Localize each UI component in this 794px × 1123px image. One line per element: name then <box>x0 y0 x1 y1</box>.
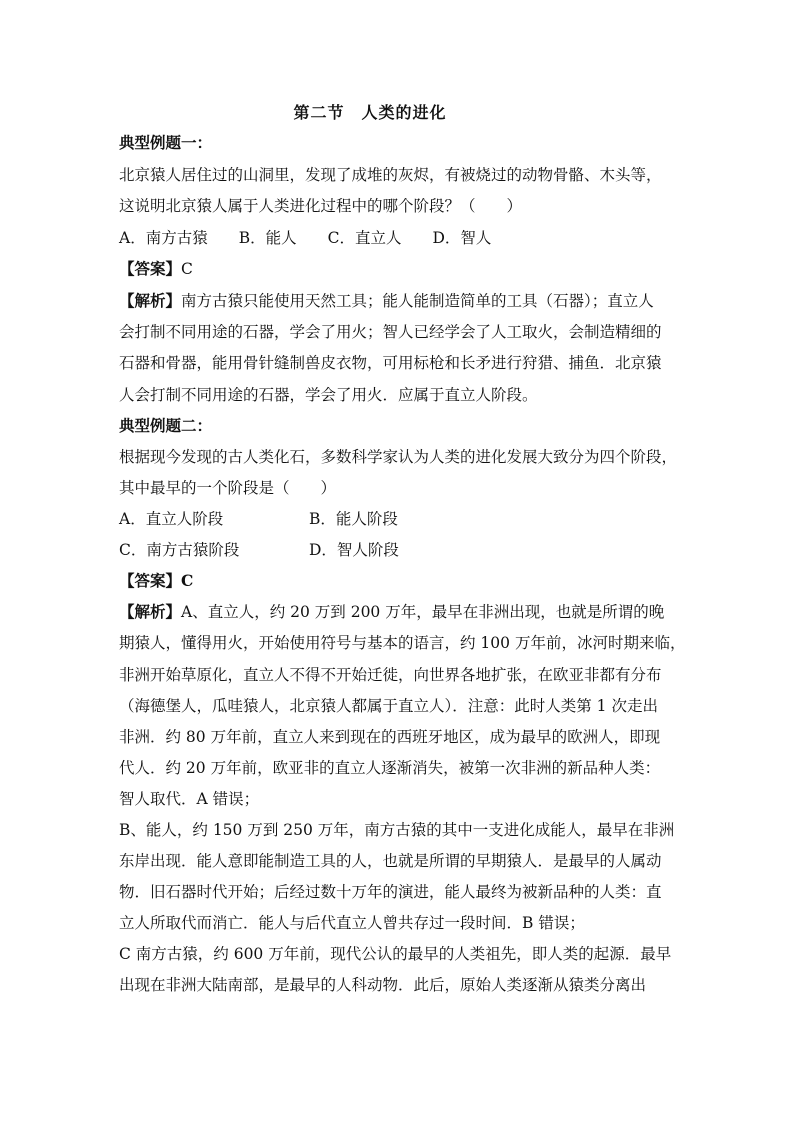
q1-stem-line-1: 北京猿人居住过的山洞里，发现了成堆的灰烬，有被烧过的动物骨骼、木头等， <box>119 166 662 184</box>
q2-analysis-line-11: 立人所取代而消亡．能人与后代直立人曾共存过一段时间．B 错误； <box>119 914 585 932</box>
q1-analysis-label: 【解析】 <box>119 291 182 310</box>
q2-heading: 典型例题二： <box>119 416 213 435</box>
q2-analysis-line-12: C 南方古猿，约 600 万年前，现代公认的最早的人类祖先，即人类的起源．最早 <box>119 945 672 963</box>
q2-analysis-text: A、直立人，约 20 万到 200 万年，最早在非洲出现，也就是所谓的晚 <box>181 603 665 621</box>
q1-answer <box>119 259 679 279</box>
q2-option-c: C．南方古猿阶段 <box>119 541 240 559</box>
q2-analysis-line-3: 非洲开始草原化，直立人不得不开始迁徙，向世界各地扩张，在欧亚非都有分布 <box>119 666 662 684</box>
q2-answer-label: 【答案】 <box>119 571 182 590</box>
q2-option-a: A．直立人阶段 <box>119 510 224 528</box>
q1-analysis-line-3: 石器和骨器，能用骨针缝制兽皮衣物，可用标枪和长矛进行狩猎、捕鱼．北京猿 <box>119 354 662 372</box>
q2-analysis-line-5: 非洲．约 80 万年前，直立人来到现在的西班牙地区，成为最早的欧洲人，即现 <box>119 728 661 746</box>
q1-answer-label: 【答案】 <box>119 259 182 278</box>
q2-analysis-line-7: 智人取代．A 错误； <box>119 790 260 808</box>
q2-option-b: B．能人阶段 <box>309 510 398 528</box>
q2-analysis-label: 【解析】 <box>119 602 182 621</box>
q2-options-row-2 <box>119 540 679 560</box>
q2-analysis-line-4: （海德堡人，瓜哇猿人，北京猿人都属于直立人）．注意：此时人类第 1 次走出 <box>119 697 658 715</box>
q2-stem-line-2: 其中最早的一个阶段是（ ） <box>119 479 337 497</box>
q2-options-row-1 <box>119 509 679 529</box>
q1-analysis-line-2: 会打制不同用途的石器，学会了用火；智人已经学会了人工取火，会制造精细的 <box>119 323 662 341</box>
q2-analysis-line-13: 出现在非洲大陆南部，是最早的人科动物．此后，原始人类逐渐从猿类分离出 <box>119 976 647 994</box>
q2-analysis-line-2: 期猿人，懂得用火，开始使用符号与基本的语言，约 100 万年前，冰河时期来临， <box>119 634 686 652</box>
q2-answer-value: C <box>181 571 194 590</box>
q1-analysis-text: 南方古猿只能使用天然工具；能人能制造简单的工具（石器）；直立人 <box>181 292 654 310</box>
q1-answer-value: C <box>181 260 193 278</box>
q2-analysis-line-10: 物．旧石器时代开始；后经过数十万年的演进，能人最终为被新品种的人类：直 <box>119 883 662 901</box>
q1-heading: 典型例题一： <box>119 133 213 152</box>
q1-analysis-line-4: 人会打制不同用途的石器，学会了用火．应属于直立人阶段。 <box>119 386 538 404</box>
q2-analysis-line-1 <box>119 602 679 622</box>
q2-analysis-line-8: B、能人，约 150 万到 250 万年，南方古猿的其中一支进化成能人，最早在非洲 <box>119 821 675 839</box>
q2-option-d: D．智人阶段 <box>309 541 399 559</box>
q1-stem-line-2: 这说明北京猿人属于人类进化过程中的哪个阶段？（ ） <box>119 197 523 215</box>
q1-options: A．南方古猿 B．能人 C．直立人 D．智人 <box>119 229 492 247</box>
q2-answer <box>119 571 679 591</box>
q2-analysis-line-6: 代人．约 20 万年前，欧亚非的直立人逐渐消失，被第一次非洲的新品种人类： <box>119 759 661 777</box>
section-title: 第二节 人类的进化 <box>293 103 447 122</box>
q1-analysis-line-1 <box>119 291 679 311</box>
q2-analysis-line-9: 东岸出现．能人意即能制造工具的人，也就是所谓的早期猿人．是最早的人属动 <box>119 852 662 870</box>
q2-stem-line-1: 根据现今发现的古人类化石，多数科学家认为人类的进化发展大致分为四个阶段， <box>119 448 678 466</box>
